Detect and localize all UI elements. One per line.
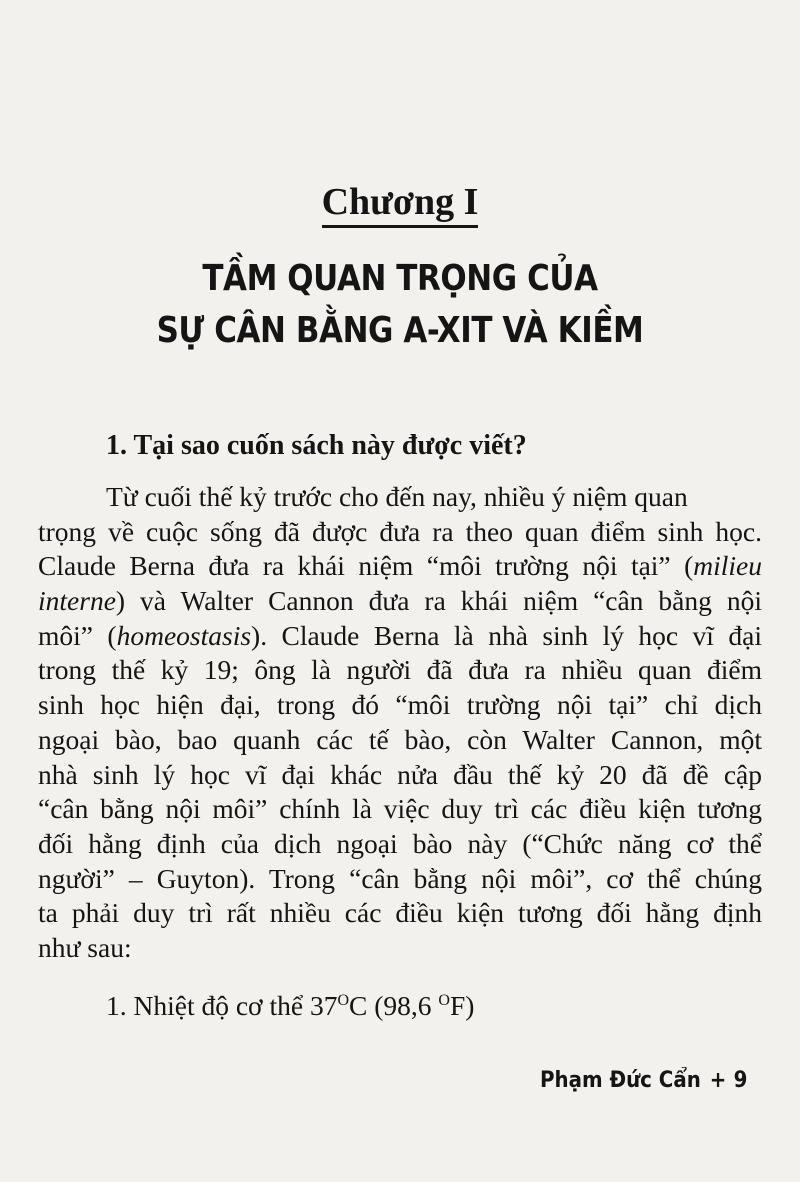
list-item <box>38 984 762 1019</box>
text-line: nhà sinh lý học vĩ đại khác nửa đầu thế kỷ 20 đã đề cập <box>38 758 762 790</box>
chapter-title-line-1: TẦM QUAN TRỌNG CỦA <box>202 258 598 299</box>
superscript: O <box>337 991 350 1009</box>
text-line: sinh học hiện đại, trong đó “môi trường nội tại” chỉ dịch <box>38 689 762 721</box>
footer-author: Phạm Đức Cẩn <box>540 1068 701 1093</box>
chapter-title-line-2: SỰ CÂN BẰNG A-XIT VÀ KIỀM <box>156 310 644 351</box>
text-line: trọng về cuộc sống đã được đưa ra theo quan điểm sinh học. <box>38 515 762 547</box>
text-line: trong thế kỷ 19; ông là người đã đưa ra nhiều quan điểm <box>38 654 762 686</box>
superscript: O <box>438 991 450 1009</box>
page-number: 9 <box>733 1068 748 1093</box>
page-footer <box>540 1068 747 1093</box>
plus-icon: + <box>709 1068 727 1093</box>
italic-term: interne <box>38 585 116 617</box>
text-span: ). Claude Berna là nhà sinh lý học vĩ đại <box>251 619 762 651</box>
chapter-label: Chương I <box>322 181 479 228</box>
list-text: 1. Nhiệt độ cơ thể 37 <box>106 989 338 1021</box>
italic-term: milieu <box>693 550 762 582</box>
section-heading: 1. Tại sao cuốn sách này được viết? <box>106 430 527 461</box>
text-line: ta phải duy trì rất nhiều các điều kiện tương đối hằng định <box>38 897 762 929</box>
text-line <box>38 584 762 619</box>
text-line: như sau: <box>38 931 132 963</box>
text-span: ) và Walter Cannon đưa ra khái niệm “cân bằng nội <box>115 585 762 617</box>
text-span: Claude Berna đưa ra khái niệm “môi trường nội tại” ( <box>38 550 694 582</box>
text-line: “cân bằng nội môi” chính là việc duy trì các điều kiện tương <box>38 793 762 825</box>
text-line <box>38 549 762 584</box>
text-span: môi” ( <box>38 619 117 651</box>
chapter-heading <box>0 180 800 224</box>
list-text: F) <box>449 989 475 1021</box>
body-text <box>38 480 762 1021</box>
italic-term: homeostasis <box>116 619 252 651</box>
text-line <box>38 619 762 654</box>
text-line: Từ cuối thế kỷ trước cho đến nay, nhiều ý niệm quan <box>106 481 688 512</box>
list-text: C (98,6 <box>349 989 439 1021</box>
text-line: đối hằng định của dịch ngoại bào này (“Chức năng cơ thể <box>38 827 762 859</box>
text-line: người” – Guyton). Trong “cân bằng nội môi”, cơ thể chúng <box>38 862 762 894</box>
text-line: ngoại bào, bao quanh các tế bào, còn Walter Cannon, một <box>38 723 762 755</box>
